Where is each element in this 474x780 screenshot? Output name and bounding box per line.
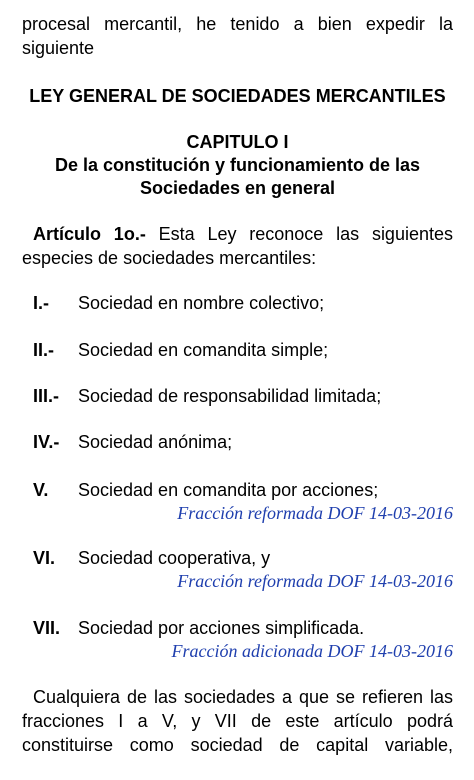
fraction-number: IV.- bbox=[33, 432, 60, 452]
fraction-item bbox=[22, 291, 453, 315]
fraction-text: Sociedad anónima; bbox=[78, 432, 233, 452]
fraction-number: III.- bbox=[33, 386, 59, 406]
fraction-item bbox=[22, 478, 453, 502]
closing-line-1: Cualquiera de las sociedades a que se refieren las bbox=[33, 687, 453, 707]
fraction-item bbox=[22, 546, 453, 570]
fraction-text: Sociedad en comandita simple; bbox=[78, 340, 329, 360]
law-title: LEY GENERAL DE SOCIEDADES MERCANTILES bbox=[29, 86, 446, 106]
chapter-number: CAPITULO I bbox=[186, 132, 289, 152]
intro-line-1: procesal mercantil, he tenido a bien expedir la bbox=[22, 14, 453, 34]
fraction-number: VII. bbox=[33, 618, 61, 638]
fraction-text: Sociedad en comandita por acciones; bbox=[78, 480, 379, 500]
article-1-first-line bbox=[22, 222, 453, 246]
fraction-item bbox=[22, 430, 453, 454]
fraction-number: V. bbox=[33, 480, 49, 500]
article-text-line-2: especies de sociedades mercantiles: bbox=[22, 248, 317, 268]
fraction-text: Sociedad de responsabilidad limitada; bbox=[78, 386, 382, 406]
fraction-item bbox=[22, 384, 453, 408]
amendment-note: Fracción reformada DOF 14-03-2016 bbox=[177, 571, 453, 591]
amendment-note: Fracción reformada DOF 14-03-2016 bbox=[177, 503, 453, 523]
fraction-item bbox=[22, 338, 453, 362]
fraction-number: I.- bbox=[33, 293, 49, 313]
closing-line-3: constituirse como sociedad de capital variable, bbox=[22, 735, 453, 755]
closing-line-2: fracciones I a V, y VII de este artículo podrá bbox=[22, 711, 453, 731]
fraction-text: Sociedad en nombre colectivo; bbox=[78, 293, 325, 313]
article-label: Artículo 1o.- bbox=[33, 224, 146, 244]
intro-line-2: siguiente bbox=[22, 38, 95, 58]
fraction-number: VI. bbox=[33, 548, 56, 568]
fraction-number: II.- bbox=[33, 340, 54, 360]
chapter-title-line-1: De la constitución y funcionamiento de las bbox=[54, 155, 421, 175]
fraction-text: Sociedad por acciones simplificada. bbox=[78, 618, 365, 638]
fraction-text: Sociedad cooperativa, y bbox=[78, 548, 271, 568]
article-text-line-1: Esta Ley reconoce las siguientes bbox=[145, 224, 453, 244]
fraction-item bbox=[22, 616, 453, 640]
amendment-note: Fracción adicionada DOF 14-03-2016 bbox=[171, 641, 453, 661]
chapter-title-line-2: Sociedades en general bbox=[139, 178, 336, 198]
